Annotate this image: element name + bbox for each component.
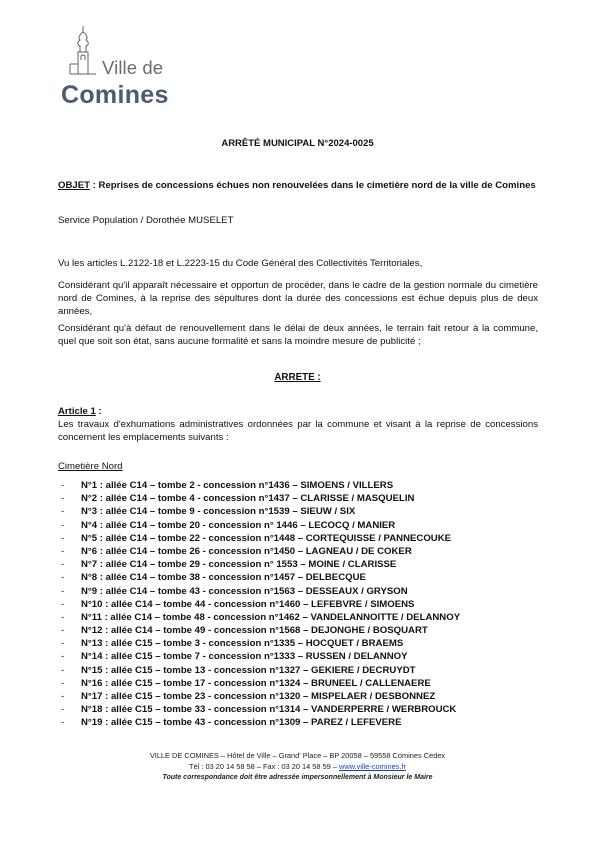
list-bullet: - xyxy=(61,638,65,650)
footer-note: Toute correspondance doit être adressée impersonnellement à Monsieur le Maire xyxy=(162,774,433,781)
list-bullet: - xyxy=(61,480,65,491)
footer-website-link[interactable]: www.ville-comines.fr xyxy=(339,762,406,771)
concession-item xyxy=(58,545,538,558)
logo-ville-de: Ville de xyxy=(102,57,164,78)
list-bullet: - xyxy=(61,493,65,505)
footer-address: VILLE DE COMINES – Hôtel de Ville – Grand' Place – BP 20058 – 59558 Comines Cedex xyxy=(149,751,446,760)
concession-item xyxy=(58,650,538,663)
list-bullet: - xyxy=(61,545,65,557)
cimetiere-heading: Cimetière Nord xyxy=(58,461,123,472)
list-bullet: - xyxy=(61,532,65,544)
article-1-label: Article 1 xyxy=(58,406,96,417)
concession-item xyxy=(58,624,538,637)
concession-item xyxy=(58,611,538,624)
concession-text: N°3 : allée C14 – tombe 9 - concession n°1539 – SIEUW / SIX xyxy=(81,506,356,518)
concession-item xyxy=(58,677,538,690)
footer-phone-fax: Tél : 03 20 14 58 58 – Fax : 03 20 14 58 59 – xyxy=(189,762,340,771)
concession-item xyxy=(58,703,538,716)
concession-text: N°8 : allée C14 – tombe 38 - concession n°1457 – DELBECQUE xyxy=(81,572,366,584)
concession-text: N°19 : allée C15 – tombe 43 - concession n°1309 – PAREZ / LEFEVERE xyxy=(81,717,402,729)
concession-text: N°7 : allée C14 – tombe 29 - concession n° 1553 – MOINE / CLARISSE xyxy=(81,559,397,571)
concession-item xyxy=(58,558,538,571)
list-bullet: - xyxy=(61,625,65,637)
list-bullet: - xyxy=(61,519,65,531)
concession-item xyxy=(58,598,538,611)
concession-item xyxy=(58,585,538,598)
concession-text: N°11 : allée C14 – tombe 48 - concession n°1462 – VANDELANNOITTE / DELANNOY xyxy=(81,611,461,623)
arrete-heading: ARRETE : xyxy=(274,372,321,383)
footer xyxy=(0,750,595,783)
objet-paragraph xyxy=(58,179,538,192)
concession-item xyxy=(58,519,538,532)
concession-text: N°16 : allée C15 – tombe 17 - concession n°1324 – BRUNEEL / CALLENAERE xyxy=(81,677,431,689)
article-1-text: Les travaux d'exhumations administratives ordonnées par la commune et visant à la reprise de concessions concernent les emplacements suivants : xyxy=(58,419,538,444)
list-bullet: - xyxy=(61,651,65,663)
concession-text: N°17 : allée C15 – tombe 23 - concession n°1320 – MISPELAER / DESBONNEZ xyxy=(81,691,436,702)
list-bullet: - xyxy=(61,506,65,518)
considerant-paragraph-2: Considérant qu'à défaut de renouvellement dans le délai de deux années, le terrain fait retour à la commune, quel que soit son état, sans aucune formalité et sans la moindre mesure de publicité ; xyxy=(58,323,538,348)
list-bullet: - xyxy=(61,691,65,702)
concession-item xyxy=(58,505,538,518)
concession-item xyxy=(58,479,538,492)
objet-label: OBJET xyxy=(58,180,90,191)
article-1-colon: : xyxy=(95,406,102,417)
concession-text: N°9 : allée C14 – tombe 43 - concession n°1563 – DESSEAUX / GRYSON xyxy=(81,585,408,597)
list-bullet: - xyxy=(61,559,65,571)
article-1-heading xyxy=(58,405,538,418)
concession-item xyxy=(58,532,538,545)
considerant-paragraph-1: Considérant qu'il apparaît nécessaire et opportun de procéder, dans le cadre de la gestion normale du cimetière nord de Comines, à la reprise des sépultures dont la durée des concessions est échue depuis plus de deux années, xyxy=(58,280,538,318)
concession-text: N°18 : allée C15 – tombe 33 - concession n°1314 – VANDERPERRE / WERBROUCK xyxy=(81,704,457,716)
document-title: ARRÊTÉ MUNICIPAL N°2024-0025 xyxy=(221,138,374,149)
concession-item xyxy=(58,716,538,729)
concession-text: N°6 : allée C14 – tombe 26 - concession n°1450 – LAGNEAU / DE COKER xyxy=(81,545,412,557)
concession-text: N°12 : allée C14 – tombe 49 - concession n°1568 – DEJONGHE / BOSQUART xyxy=(81,625,428,637)
vu-paragraph: Vu les articles L.2122-18 et L.2223-15 du Code Général des Collectivités Territoriales, xyxy=(58,258,423,269)
concession-item xyxy=(58,571,538,584)
list-bullet: - xyxy=(61,585,65,597)
objet-text: : Reprises de concessions échues non renouvelées dans le cimetière nord de la ville de Comines xyxy=(90,180,536,191)
logo-comines: Comines xyxy=(61,81,169,109)
concession-text: N°1 : allée C14 – tombe 2 - concession n°1436 – SIMOENS / VILLERS xyxy=(81,480,394,491)
list-bullet: - xyxy=(61,677,65,689)
footer-contact xyxy=(0,761,595,772)
concession-item xyxy=(58,492,538,505)
concessions-list xyxy=(58,479,538,730)
concession-text: N°14 : allée C15 – tombe 7 - concession n°1333 – RUSSEN / DELANNOY xyxy=(81,651,408,663)
list-bullet: - xyxy=(61,611,65,623)
concession-text: N°15 : allée C15 – tombe 13 - concession n°1327 – GEKIERE / DECRUYDT xyxy=(81,664,416,676)
list-bullet: - xyxy=(61,704,65,716)
concession-item xyxy=(58,664,538,677)
concession-text: N°2 : allée C14 – tombe 4 - concession n°1437 – CLARISSE / MASQUELIN xyxy=(81,493,415,505)
church-tower-icon xyxy=(66,26,100,76)
list-bullet: - xyxy=(61,664,65,676)
concession-item xyxy=(58,690,538,703)
concession-text: N°13 : allée C15 – tombe 3 - concession n°1335 – HOCQUET / BRAEMS xyxy=(81,638,404,650)
list-bullet: - xyxy=(61,598,65,610)
list-bullet: - xyxy=(61,572,65,584)
list-bullet: - xyxy=(61,717,65,729)
concession-item xyxy=(58,637,538,650)
city-logo xyxy=(58,26,178,108)
concession-text: N°5 : allée C14 – tombe 22 - concession n°1448 – CORTEQUISSE / PANNECOUKE xyxy=(81,532,452,544)
concession-text: N°4 : allée C14 – tombe 20 - concession n° 1446 – LECOCQ / MANIER xyxy=(81,519,396,531)
service-line: Service Population / Dorothée MUSELET xyxy=(58,215,234,226)
concession-text: N°10 : allée C14 – tombe 44 - concession n°1460 – LEFEBVRE / SIMOENS xyxy=(81,598,415,610)
